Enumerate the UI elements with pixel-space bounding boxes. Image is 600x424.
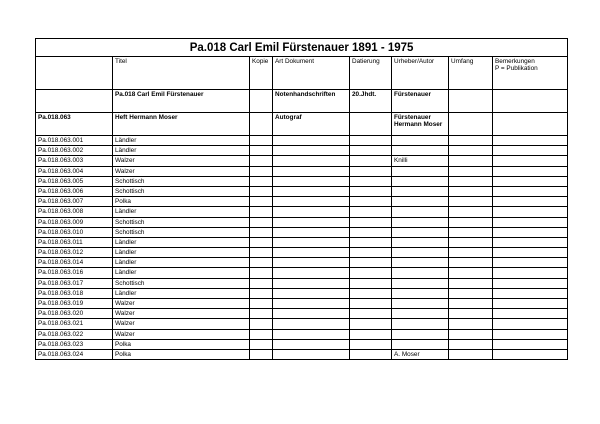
cell-titel: Walzer xyxy=(113,156,250,166)
cell-signatur: Pa.018.063.003 xyxy=(36,156,113,166)
cell-signatur: Pa.018.063.022 xyxy=(36,329,113,339)
cell-titel: Ländler xyxy=(113,146,250,156)
cell-umfang xyxy=(449,156,493,166)
cell-art-dokument xyxy=(273,258,350,268)
cell-signatur: Pa.018.063.020 xyxy=(36,309,113,319)
table-row xyxy=(36,248,568,258)
cell-kopie xyxy=(250,176,273,186)
cell-urheber: A. Moser xyxy=(392,349,449,359)
cell-art-dokument xyxy=(273,248,350,258)
cell-titel: Polka xyxy=(113,349,250,359)
cell-bemerkungen xyxy=(493,349,568,359)
cell-datierung xyxy=(350,227,392,237)
cell-datierung xyxy=(350,278,392,288)
cell-kopie xyxy=(250,136,273,146)
inventory-sheet xyxy=(35,38,567,360)
group-umfang xyxy=(449,113,493,136)
cell-datierung xyxy=(350,176,392,186)
cell-umfang xyxy=(449,227,493,237)
cell-urheber: Knilli xyxy=(392,156,449,166)
cell-urheber xyxy=(392,329,449,339)
cell-signatur: Pa.018.063.021 xyxy=(36,319,113,329)
collection-art: Notenhandschriften xyxy=(273,90,350,113)
cell-umfang xyxy=(449,288,493,298)
header-datierung: Datierung xyxy=(350,57,392,90)
cell-kopie xyxy=(250,278,273,288)
cell-art-dokument xyxy=(273,156,350,166)
table-row xyxy=(36,166,568,176)
cell-datierung xyxy=(350,197,392,207)
cell-datierung xyxy=(350,146,392,156)
header-bemerkungen xyxy=(493,57,568,90)
cell-signatur: Pa.018.063.008 xyxy=(36,207,113,217)
cell-urheber xyxy=(392,288,449,298)
cell-kopie xyxy=(250,217,273,227)
cell-umfang xyxy=(449,176,493,186)
cell-urheber xyxy=(392,136,449,146)
cell-datierung xyxy=(350,319,392,329)
cell-bemerkungen xyxy=(493,136,568,146)
cell-datierung xyxy=(350,258,392,268)
cell-art-dokument xyxy=(273,278,350,288)
cell-titel: Ländler xyxy=(113,237,250,247)
cell-signatur: Pa.018.063.002 xyxy=(36,146,113,156)
header-publikation-note: P = Publikation xyxy=(495,65,538,72)
cell-bemerkungen xyxy=(493,339,568,349)
cell-kopie xyxy=(250,339,273,349)
cell-datierung xyxy=(350,136,392,146)
cell-signatur: Pa.018.063.005 xyxy=(36,176,113,186)
cell-umfang xyxy=(449,207,493,217)
cell-datierung xyxy=(350,329,392,339)
cell-titel: Ländler xyxy=(113,248,250,258)
cell-titel: Walzer xyxy=(113,299,250,309)
table-row xyxy=(36,207,568,217)
cell-art-dokument xyxy=(273,237,350,247)
cell-datierung xyxy=(350,248,392,258)
header-umfang: Umfang xyxy=(449,57,493,90)
cell-datierung xyxy=(350,237,392,247)
collection-bemerkungen xyxy=(493,90,568,113)
cell-titel: Ländler xyxy=(113,207,250,217)
table-row xyxy=(36,309,568,319)
group-row xyxy=(36,113,568,136)
table-row xyxy=(36,156,568,166)
cell-art-dokument xyxy=(273,136,350,146)
table-row xyxy=(36,319,568,329)
cell-art-dokument xyxy=(273,186,350,196)
cell-bemerkungen xyxy=(493,288,568,298)
table-row xyxy=(36,146,568,156)
cell-urheber xyxy=(392,278,449,288)
cell-urheber xyxy=(392,176,449,186)
cell-umfang xyxy=(449,299,493,309)
cell-umfang xyxy=(449,248,493,258)
cell-titel: Walzer xyxy=(113,166,250,176)
cell-signatur: Pa.018.063.016 xyxy=(36,268,113,278)
cell-bemerkungen xyxy=(493,258,568,268)
table-row xyxy=(36,176,568,186)
cell-urheber xyxy=(392,217,449,227)
cell-kopie xyxy=(250,237,273,247)
cell-titel: Walzer xyxy=(113,319,250,329)
cell-art-dokument xyxy=(273,288,350,298)
cell-urheber xyxy=(392,248,449,258)
group-art: Autograf xyxy=(273,113,350,136)
group-kopie xyxy=(250,113,273,136)
cell-art-dokument xyxy=(273,309,350,319)
cell-urheber xyxy=(392,227,449,237)
cell-art-dokument xyxy=(273,339,350,349)
cell-art-dokument xyxy=(273,329,350,339)
cell-titel: Schottisch xyxy=(113,217,250,227)
collection-signatur xyxy=(36,90,113,113)
cell-urheber xyxy=(392,309,449,319)
cell-umfang xyxy=(449,136,493,146)
cell-kopie xyxy=(250,309,273,319)
cell-umfang xyxy=(449,146,493,156)
cell-datierung xyxy=(350,288,392,298)
cell-art-dokument xyxy=(273,176,350,186)
cell-signatur: Pa.018.063.012 xyxy=(36,248,113,258)
cell-urheber xyxy=(392,237,449,247)
cell-signatur: Pa.018.063.019 xyxy=(36,299,113,309)
cell-umfang xyxy=(449,166,493,176)
cell-umfang xyxy=(449,186,493,196)
group-urheber xyxy=(392,113,449,136)
cell-urheber xyxy=(392,299,449,309)
table-row xyxy=(36,339,568,349)
cell-bemerkungen xyxy=(493,278,568,288)
group-urheber-line1: Fürstenauer xyxy=(394,114,431,121)
collection-kopie xyxy=(250,90,273,113)
cell-urheber xyxy=(392,186,449,196)
cell-umfang xyxy=(449,349,493,359)
cell-signatur: Pa.018.063.006 xyxy=(36,186,113,196)
cell-bemerkungen xyxy=(493,186,568,196)
cell-titel: Ländler xyxy=(113,258,250,268)
cell-bemerkungen xyxy=(493,217,568,227)
header-titel: Titel xyxy=(113,57,250,90)
cell-datierung xyxy=(350,339,392,349)
cell-bemerkungen xyxy=(493,197,568,207)
cell-titel: Schottisch xyxy=(113,227,250,237)
cell-kopie xyxy=(250,207,273,217)
table-row xyxy=(36,349,568,359)
cell-titel: Schottisch xyxy=(113,278,250,288)
cell-kopie xyxy=(250,227,273,237)
cell-kopie xyxy=(250,197,273,207)
cell-kopie xyxy=(250,319,273,329)
table-row xyxy=(36,186,568,196)
table-row xyxy=(36,329,568,339)
cell-bemerkungen xyxy=(493,268,568,278)
cell-titel: Ländler xyxy=(113,288,250,298)
cell-signatur: Pa.018.063.004 xyxy=(36,166,113,176)
cell-kopie xyxy=(250,329,273,339)
header-signatur xyxy=(36,57,113,90)
table-row xyxy=(36,136,568,146)
cell-signatur: Pa.018.063.023 xyxy=(36,339,113,349)
cell-titel: Schottisch xyxy=(113,186,250,196)
collection-titel: Pa.018 Carl Emil Fürstenauer xyxy=(113,90,250,113)
cell-bemerkungen xyxy=(493,166,568,176)
cell-umfang xyxy=(449,319,493,329)
cell-bemerkungen xyxy=(493,237,568,247)
cell-kopie xyxy=(250,288,273,298)
cell-signatur: Pa.018.063.001 xyxy=(36,136,113,146)
cell-umfang xyxy=(449,237,493,247)
cell-art-dokument xyxy=(273,299,350,309)
cell-signatur: Pa.018.063.024 xyxy=(36,349,113,359)
cell-bemerkungen xyxy=(493,227,568,237)
table-row xyxy=(36,299,568,309)
cell-umfang xyxy=(449,258,493,268)
cell-datierung xyxy=(350,309,392,319)
cell-datierung xyxy=(350,186,392,196)
cell-urheber xyxy=(392,197,449,207)
header-bemerkungen-label: Bemerkungen xyxy=(495,58,535,65)
cell-kopie xyxy=(250,146,273,156)
table-row xyxy=(36,237,568,247)
cell-art-dokument xyxy=(273,268,350,278)
collection-urheber: Fürstenauer xyxy=(392,90,449,113)
cell-bemerkungen xyxy=(493,248,568,258)
group-signatur: Pa.018.063 xyxy=(36,113,113,136)
cell-datierung xyxy=(350,268,392,278)
cell-kopie xyxy=(250,349,273,359)
cell-signatur: Pa.018.063.017 xyxy=(36,278,113,288)
cell-titel: Ländler xyxy=(113,136,250,146)
cell-umfang xyxy=(449,339,493,349)
cell-datierung xyxy=(350,299,392,309)
cell-umfang xyxy=(449,329,493,339)
cell-umfang xyxy=(449,309,493,319)
cell-kopie xyxy=(250,258,273,268)
cell-umfang xyxy=(449,217,493,227)
cell-titel: Walzer xyxy=(113,309,250,319)
collection-umfang xyxy=(449,90,493,113)
cell-signatur: Pa.018.063.009 xyxy=(36,217,113,227)
cell-art-dokument xyxy=(273,146,350,156)
cell-bemerkungen xyxy=(493,319,568,329)
cell-titel: Polka xyxy=(113,197,250,207)
cell-urheber xyxy=(392,339,449,349)
group-bemerkungen xyxy=(493,113,568,136)
table-row xyxy=(36,278,568,288)
header-art-dokument: Art Dokument xyxy=(273,57,350,90)
group-urheber-line2: Hermann Moser xyxy=(394,121,443,128)
cell-kopie xyxy=(250,248,273,258)
cell-art-dokument xyxy=(273,227,350,237)
group-titel: Heft Hermann Moser xyxy=(113,113,250,136)
cell-datierung xyxy=(350,166,392,176)
table-row xyxy=(36,197,568,207)
cell-urheber xyxy=(392,166,449,176)
table-row xyxy=(36,288,568,298)
table-row xyxy=(36,217,568,227)
header-kopie: Kopie xyxy=(250,57,273,90)
cell-urheber xyxy=(392,146,449,156)
cell-bemerkungen xyxy=(493,176,568,186)
cell-signatur: Pa.018.063.011 xyxy=(36,237,113,247)
cell-urheber xyxy=(392,207,449,217)
cell-titel: Walzer xyxy=(113,329,250,339)
table-row xyxy=(36,227,568,237)
cell-umfang xyxy=(449,278,493,288)
cell-bemerkungen xyxy=(493,299,568,309)
cell-signatur: Pa.018.063.007 xyxy=(36,197,113,207)
cell-art-dokument xyxy=(273,349,350,359)
cell-kopie xyxy=(250,268,273,278)
header-urheber: Urheber/Autor xyxy=(392,57,449,90)
collection-row xyxy=(36,90,568,113)
cell-bemerkungen xyxy=(493,207,568,217)
table-row xyxy=(36,268,568,278)
cell-urheber xyxy=(392,319,449,329)
cell-signatur: Pa.018.063.018 xyxy=(36,288,113,298)
cell-kopie xyxy=(250,166,273,176)
cell-kopie xyxy=(250,299,273,309)
table-row xyxy=(36,258,568,268)
cell-titel: Schottisch xyxy=(113,176,250,186)
cell-bemerkungen xyxy=(493,309,568,319)
cell-signatur: Pa.018.063.014 xyxy=(36,258,113,268)
cell-kopie xyxy=(250,156,273,166)
cell-titel: Ländler xyxy=(113,268,250,278)
collection-datierung: 20.Jhdt. xyxy=(350,90,392,113)
cell-datierung xyxy=(350,217,392,227)
cell-bemerkungen xyxy=(493,329,568,339)
header-row xyxy=(36,57,568,90)
cell-umfang xyxy=(449,268,493,278)
page-title: Pa.018 Carl Emil Fürstenauer 1891 - 1975 xyxy=(36,39,568,57)
cell-datierung xyxy=(350,349,392,359)
cell-art-dokument xyxy=(273,197,350,207)
cell-kopie xyxy=(250,186,273,196)
cell-bemerkungen xyxy=(493,156,568,166)
cell-urheber xyxy=(392,258,449,268)
cell-umfang xyxy=(449,197,493,207)
cell-titel: Polka xyxy=(113,339,250,349)
cell-urheber xyxy=(392,268,449,278)
cell-art-dokument xyxy=(273,217,350,227)
group-datierung xyxy=(350,113,392,136)
cell-art-dokument xyxy=(273,319,350,329)
cell-art-dokument xyxy=(273,207,350,217)
cell-art-dokument xyxy=(273,166,350,176)
cell-datierung xyxy=(350,207,392,217)
cell-signatur: Pa.018.063.010 xyxy=(36,227,113,237)
inventory-table xyxy=(35,38,568,360)
cell-bemerkungen xyxy=(493,146,568,156)
cell-datierung xyxy=(350,156,392,166)
